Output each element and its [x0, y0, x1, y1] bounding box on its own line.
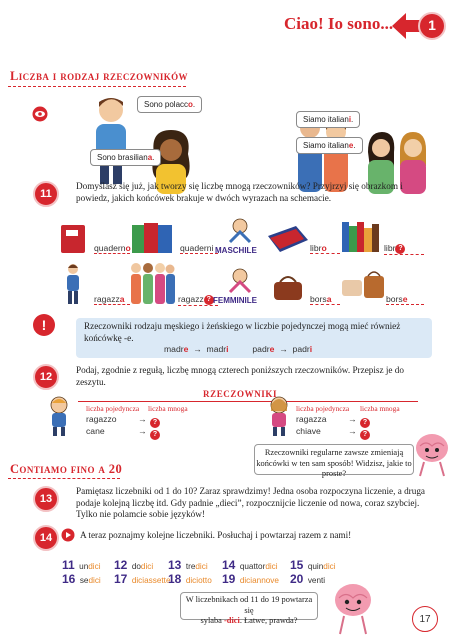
section-underline-2	[8, 478, 120, 479]
missing-plural-marker	[150, 426, 160, 444]
example-ending: e	[183, 344, 189, 354]
digit: 19	[222, 572, 236, 586]
handbag-icon	[270, 272, 306, 302]
bubble-ending: i	[348, 115, 352, 124]
girl-icon	[64, 263, 82, 305]
numword-suffix: dici	[88, 576, 101, 585]
noun-ragazza: ragazza	[296, 414, 327, 424]
section-title: Liczba i rodzaj rzeczowników	[10, 69, 188, 83]
col-singular-right: liczba pojedyncza	[296, 404, 350, 413]
question-mark: ?	[150, 430, 160, 440]
numword-stem: tre	[185, 562, 196, 571]
arrow: →	[348, 414, 357, 424]
example-ending: i	[226, 344, 229, 354]
noun-chiave: chiave	[296, 426, 321, 436]
digit: 13	[168, 558, 182, 572]
nouns-table-title: RZECZOWNIKI	[203, 389, 278, 399]
number-18	[168, 570, 212, 588]
girl-mascot-icon	[226, 268, 254, 294]
numword-suffix: dici	[140, 562, 154, 571]
numword-stem: venti	[307, 576, 326, 585]
note-text: . Łatwe, prawda?	[239, 616, 298, 625]
numword-suffix: dici	[195, 562, 208, 571]
col-plural-left: liczba mnoga	[148, 404, 188, 413]
digit: 11	[62, 558, 75, 572]
note-regular-nouns: Rzeczowniki regularne zawsze zmieniają końcówki w ten sam sposób! Widzisz, jakie to proste?	[254, 444, 414, 475]
example-stem: madr	[206, 344, 227, 354]
word-borsa	[310, 294, 340, 305]
task-number-14: 14	[33, 525, 59, 551]
notebook-icon	[59, 224, 93, 254]
word-stem: ragazz	[178, 294, 204, 304]
example-stem: padr	[252, 344, 270, 354]
number-19	[222, 570, 279, 588]
audio-play-icon[interactable]	[61, 528, 75, 542]
word-quaderni: quaderni	[180, 243, 218, 254]
label-maschile: MASCHILE	[215, 246, 257, 255]
page-title: Ciao! Io sono...	[284, 14, 394, 33]
unit-number: 1	[428, 17, 436, 33]
note-line-1: W liczebnikach od 11 do 19 powtarza się	[185, 595, 313, 615]
warning-icon: !	[33, 314, 55, 336]
numword-stem: quattor	[239, 562, 266, 571]
brain-mascot-icon-2	[330, 580, 376, 636]
number-16	[62, 570, 101, 588]
example-ending: e	[269, 344, 275, 354]
books-icon	[340, 220, 382, 254]
note-highlight: -dici	[224, 616, 240, 625]
numword-stem: se	[79, 576, 89, 585]
notebooks-icon	[130, 221, 180, 255]
arrow: →	[279, 344, 288, 354]
digit: 15	[290, 558, 304, 572]
bubble-ending: e	[348, 141, 354, 150]
task-number-11: 11	[33, 181, 59, 207]
word-libro	[310, 243, 340, 254]
word-stem: quadern	[94, 243, 126, 253]
digit: 12	[114, 558, 128, 572]
bubble-punct: .	[192, 100, 196, 109]
numword-suffix: dici	[323, 562, 336, 571]
word-stem: bors	[386, 294, 403, 304]
numword-stem: quin	[307, 562, 324, 571]
label-femminile: FEMMINILE	[213, 296, 257, 305]
bubble-italiane	[296, 137, 363, 154]
bubble-text: Sono polacc	[144, 100, 189, 109]
col-singular-left: liczba pojedyncza	[86, 404, 140, 413]
bubble-ending: o	[188, 100, 193, 109]
word-ending: a	[119, 294, 125, 304]
task-number-13: 13	[33, 486, 59, 512]
bubble-text: Sono brasilian	[97, 153, 148, 162]
word-ending: o	[125, 243, 131, 253]
example-stem: padr	[292, 344, 310, 354]
word-borse	[386, 294, 424, 305]
missing-plural-marker	[360, 426, 370, 444]
note-line-2	[181, 616, 317, 627]
rule-examples	[164, 344, 404, 354]
arrow: →	[193, 344, 202, 354]
word-ending: a	[326, 294, 332, 304]
bubble-text: Siamo italian	[303, 141, 349, 150]
numword-suffix: dici	[265, 562, 278, 571]
bubble-italiani	[296, 111, 360, 128]
bubble-brasiliana	[90, 149, 161, 166]
example-stem: madr	[164, 344, 184, 354]
note-text: sylaba	[200, 616, 224, 625]
rule-text: Rzeczowniki rodzaju męskiego i żeńskiego w liczbie pojedynczej mogą mieć również końcówkę -e.	[84, 321, 401, 343]
brain-mascot-icon	[412, 430, 452, 480]
word-ragazz-missing	[178, 294, 218, 306]
task-13-instruction: Pamiętasz liczebniki od 1 do 10? Zaraz sprawdzimy! Jedna osoba rozpoczyna liczenie, a druga podaje kolejną liczbę itd. Gdy padnie „dieci”, rozpocznijcie liczenie od nowa, coraz szybciej. Tylko nie polamcie sobie języków!	[76, 486, 425, 519]
question-mark: ?	[360, 430, 370, 440]
page-number: 17	[412, 606, 438, 632]
example-ending: i	[309, 344, 313, 354]
missing-ending-marker: ?	[204, 295, 214, 305]
bubble-punct: .	[353, 141, 356, 150]
digit: 14	[222, 558, 236, 572]
section-underline	[8, 86, 186, 87]
numword-suffix: diciassette	[131, 576, 171, 585]
col-plural-right: liczba mnoga	[360, 404, 400, 413]
numword-suffix: diciannove	[239, 576, 279, 585]
word-quaderno	[94, 243, 130, 254]
word-libr-missing	[384, 243, 424, 255]
digit: 20	[290, 572, 304, 586]
digit: 16	[62, 572, 76, 586]
numword-suffix: diciotto	[185, 576, 212, 585]
bubble-punct: .	[152, 153, 155, 162]
bubble-punct: .	[351, 115, 354, 124]
boy-mascot-icon	[226, 218, 254, 244]
numword-stem: un	[79, 562, 89, 571]
bubble-ending: a	[147, 153, 153, 162]
digit: 18	[168, 572, 182, 586]
question-mark: ?	[150, 418, 160, 428]
word-ending: e	[402, 294, 408, 304]
word-ragazza	[94, 294, 130, 305]
section-title-2: Contiamo fino a 20	[10, 462, 123, 476]
numword-suffix: dici	[88, 562, 101, 571]
digit: 17	[114, 572, 128, 586]
task-12-instruction: Podaj, zgodnie z regułą, liczbę mnogą czterech poniższych rzeczowników. Przepisz je do zeszytu.	[76, 365, 404, 387]
word-ending: o	[321, 243, 327, 253]
table-top-rule	[78, 401, 418, 402]
arrow: →	[348, 426, 357, 436]
noun-cane: cane	[86, 426, 105, 436]
task-14-instruction: A teraz poznajmy kolejne liczebniki. Posłuchaj i powtarzaj razem z nami!	[80, 530, 352, 540]
numword-stem: do	[131, 562, 141, 571]
arrow: →	[138, 426, 147, 436]
word-stem: libr	[384, 243, 396, 253]
note-numbers	[180, 592, 318, 625]
number-20	[290, 570, 325, 588]
bubble-text: Siamo italian	[303, 115, 349, 124]
question-mark: ?	[360, 418, 370, 428]
polish-boy-illustration	[86, 92, 136, 186]
book-icon	[266, 224, 310, 254]
boy-mascot-left	[46, 395, 72, 437]
word-stem: ragazz	[94, 294, 120, 304]
word-stem: libr	[310, 243, 322, 253]
task-11-instruction: Domyślasz się już, jak tworzy się liczbę mnogą rzeczowników? Przyjrzyj się obrazkom i powiedz, jakich końcówek brakuje w dwóch wyrazach na schemacie.	[76, 181, 403, 203]
girls-group-icon	[128, 261, 176, 305]
audio-icon[interactable]	[32, 106, 48, 122]
number-17	[114, 570, 171, 588]
noun-ragazzo: ragazzo	[86, 414, 117, 424]
bubble-polacco	[137, 96, 202, 113]
girl-mascot-right	[266, 395, 292, 437]
missing-ending-marker: ?	[395, 244, 405, 254]
task-number-12: 12	[33, 364, 59, 390]
arrow: →	[138, 414, 147, 424]
handbags-icon	[340, 270, 386, 302]
word-stem: bors	[310, 294, 327, 304]
